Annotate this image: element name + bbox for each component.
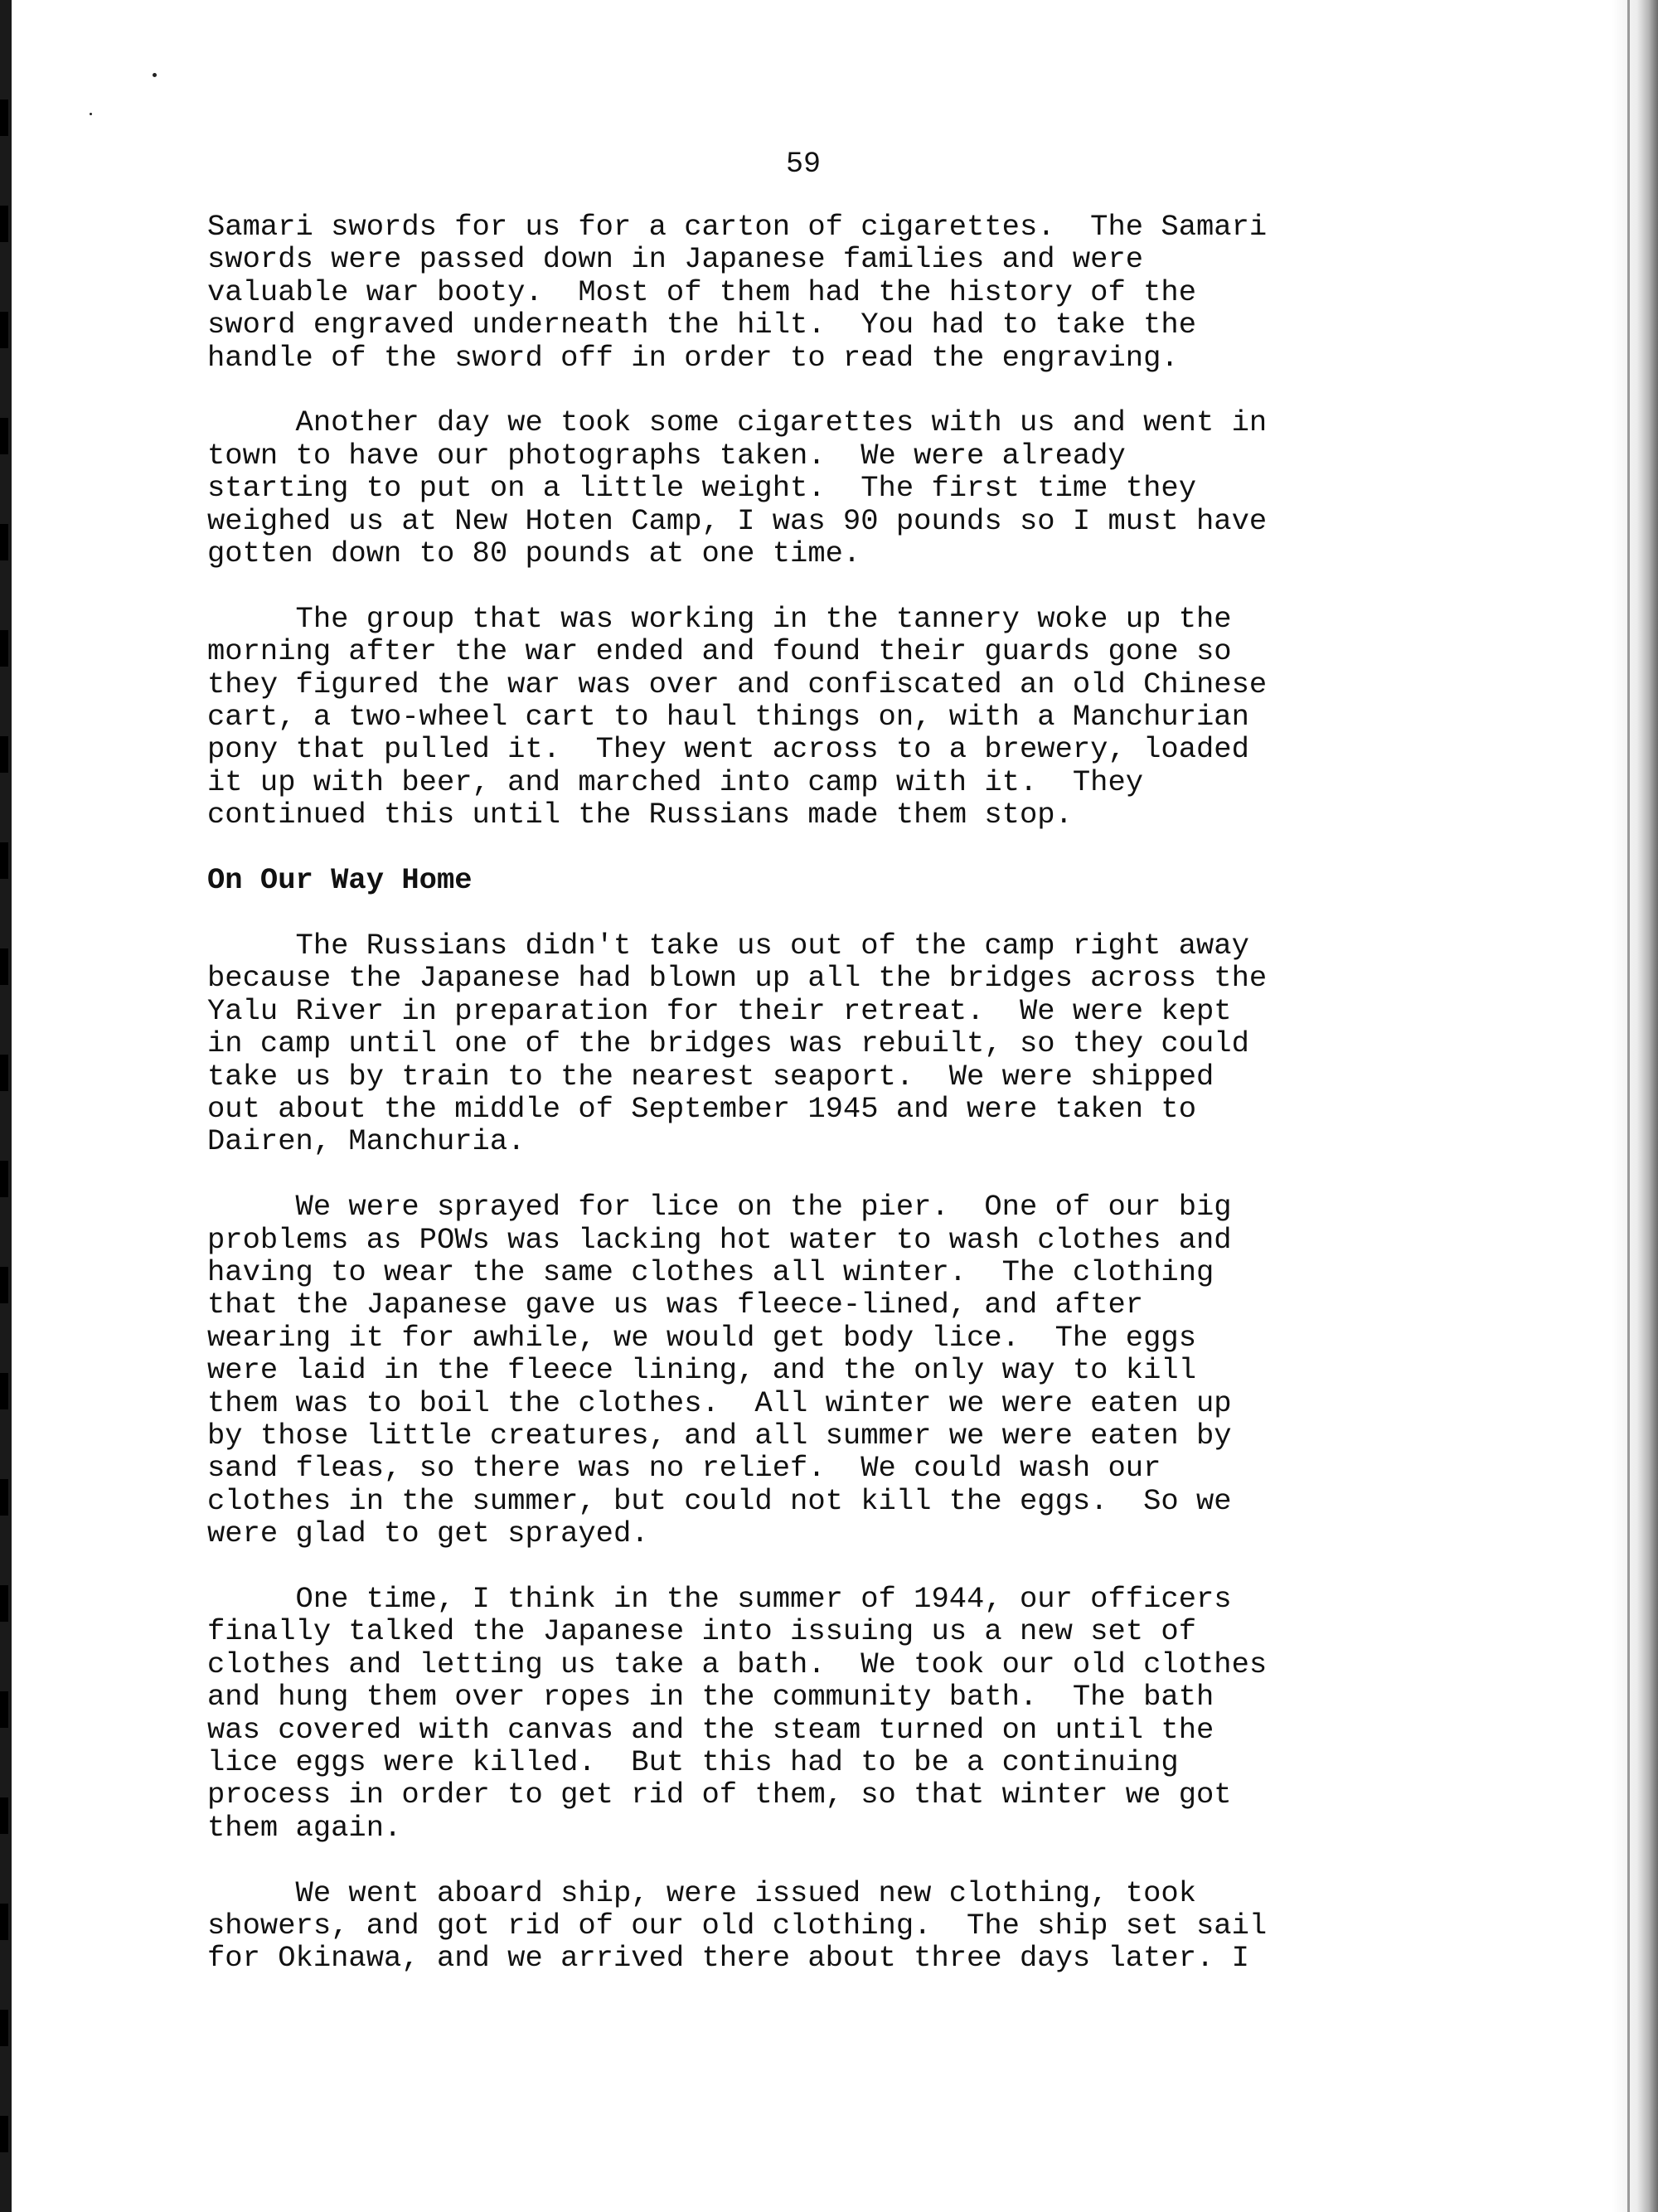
binding-mark (0, 1267, 8, 1303)
text-line: pony that pulled it. They went across to a brewery, loaded (207, 732, 1249, 767)
text-line: On Our Way Home (207, 863, 473, 898)
page-edge-shadow (1612, 0, 1658, 2212)
document-body (207, 211, 1393, 2007)
binding-mark (0, 312, 8, 348)
text-line: clothes in the summer, but could not kill the eggs. So we (207, 1483, 1232, 1518)
text-line: out about the middle of September 1945 and were taken to (207, 1091, 1196, 1126)
text-line: them was to boil the clothes. All winter we were eaten up (207, 1385, 1232, 1420)
text-line: sand fleas, so there was no relief. We could wash our (207, 1451, 1161, 1486)
page-edge-line (1627, 0, 1630, 2212)
binding-mark (0, 1585, 8, 1622)
page-number: 59 (786, 148, 822, 181)
paragraph (207, 603, 1393, 832)
text-line: finally talked the Japanese into issuing us a new set of (207, 1614, 1196, 1649)
text-line: starting to put on a little weight. The first time they (207, 471, 1196, 506)
section-heading (207, 864, 1393, 896)
binding-mark (0, 1055, 8, 1091)
text-line: We went aboard ship, were issued new clothing, took (207, 1875, 1196, 1910)
text-line: take us by train to the nearest seaport. We were shipped (207, 1059, 1214, 1094)
text-line: problems as POWs was lacking hot water to wash clothes and (207, 1222, 1232, 1257)
text-line: in camp until one of the bridges was rebuilt, so they could (207, 1026, 1249, 1061)
binding-mark (0, 842, 8, 879)
binding-mark (0, 630, 8, 667)
binding-mark (0, 948, 8, 985)
binding-mark (0, 1904, 8, 1940)
text-line: cart, a two-wheel cart to haul things on, with a Manchurian (207, 700, 1249, 735)
binding-mark (0, 1161, 8, 1197)
paragraph (207, 406, 1393, 570)
text-line: Another day we took some cigarettes with us and went in (207, 405, 1268, 440)
binding-mark (0, 1479, 8, 1516)
text-line: lice eggs were killed. But this had to be a continuing (207, 1745, 1179, 1779)
text-line: weighed us at New Hoten Camp, I was 90 pounds so I must have (207, 503, 1268, 538)
binding-edge (0, 0, 12, 2212)
binding-mark (0, 1373, 8, 1409)
paragraph (207, 211, 1393, 374)
text-line: wearing it for awhile, we would get body lice. The eggs (207, 1320, 1196, 1355)
text-line: by those little creatures, and all summer we were eaten by (207, 1418, 1232, 1453)
text-line: continued this until the Russians made them stop. (207, 798, 1073, 832)
text-line: it up with beer, and marched into camp with it. They (207, 764, 1144, 799)
text-line: One time, I think in the summer of 1944, our officers (207, 1581, 1232, 1616)
text-line: valuable war booty. Most of them had the history of the (207, 274, 1196, 309)
text-line: process in order to get rid of them, so that winter we got (207, 1778, 1232, 1812)
text-line: sword engraved underneath the hilt. You had to take the (207, 308, 1196, 342)
binding-mark (0, 1691, 8, 1728)
binding-mark (0, 1797, 8, 1834)
text-line: because the Japanese had blown up all the bridges across the (207, 961, 1268, 996)
binding-mark (0, 524, 8, 560)
text-line: was covered with canvas and the steam turned on until the (207, 1712, 1214, 1747)
text-line: showers, and got rid of our old clothing. The ship set sail (207, 1909, 1268, 1943)
text-line: having to wear the same clothes all winter. The clothing (207, 1254, 1214, 1289)
binding-mark (0, 99, 8, 136)
binding-mark (0, 206, 8, 242)
paragraph (207, 929, 1393, 1158)
text-line: town to have our photographs taken. We were already (207, 438, 1126, 473)
paragraph (207, 1877, 1393, 1975)
text-line: gotten down to 80 pounds at one time. (207, 536, 861, 571)
text-line: that the Japanese gave us was fleece-lined, and after (207, 1288, 1144, 1322)
binding-mark (0, 418, 8, 454)
stray-mark (90, 113, 92, 115)
text-line: The Russians didn't take us out of the camp right away (207, 928, 1249, 963)
text-line: Yalu River in preparation for their retreat. We were kept (207, 993, 1232, 1028)
text-line: Samari swords for us for a carton of cigarettes. The Samari (207, 210, 1268, 244)
text-line: morning after the war ended and found their guards gone so (207, 634, 1232, 669)
text-line: handle of the sword off in order to read the engraving. (207, 340, 1179, 375)
binding-mark (0, 2116, 8, 2152)
text-line: We were sprayed for lice on the pier. One of our big (207, 1190, 1232, 1225)
text-line: were glad to get sprayed. (207, 1516, 649, 1551)
text-line: they figured the war was over and confiscated an old Chinese (207, 667, 1268, 701)
binding-mark (0, 2010, 8, 2046)
text-line: them again. (207, 1810, 402, 1845)
paragraph (207, 1583, 1393, 1844)
stray-mark (153, 73, 157, 77)
text-line: The group that was working in the tannery woke up the (207, 601, 1232, 636)
text-line: clothes and letting us take a bath. We took our old clothes (207, 1647, 1268, 1681)
text-line: were laid in the fleece lining, and the only way to kill (207, 1353, 1196, 1388)
text-line: swords were passed down in Japanese families and were (207, 242, 1144, 277)
text-line: for Okinawa, and we arrived there about three days later. I (207, 1941, 1249, 1976)
text-line: Dairen, Manchuria. (207, 1124, 526, 1159)
text-line: and hung them over ropes in the community bath. The bath (207, 1680, 1214, 1715)
paragraph (207, 1191, 1393, 1550)
binding-mark (0, 736, 8, 773)
